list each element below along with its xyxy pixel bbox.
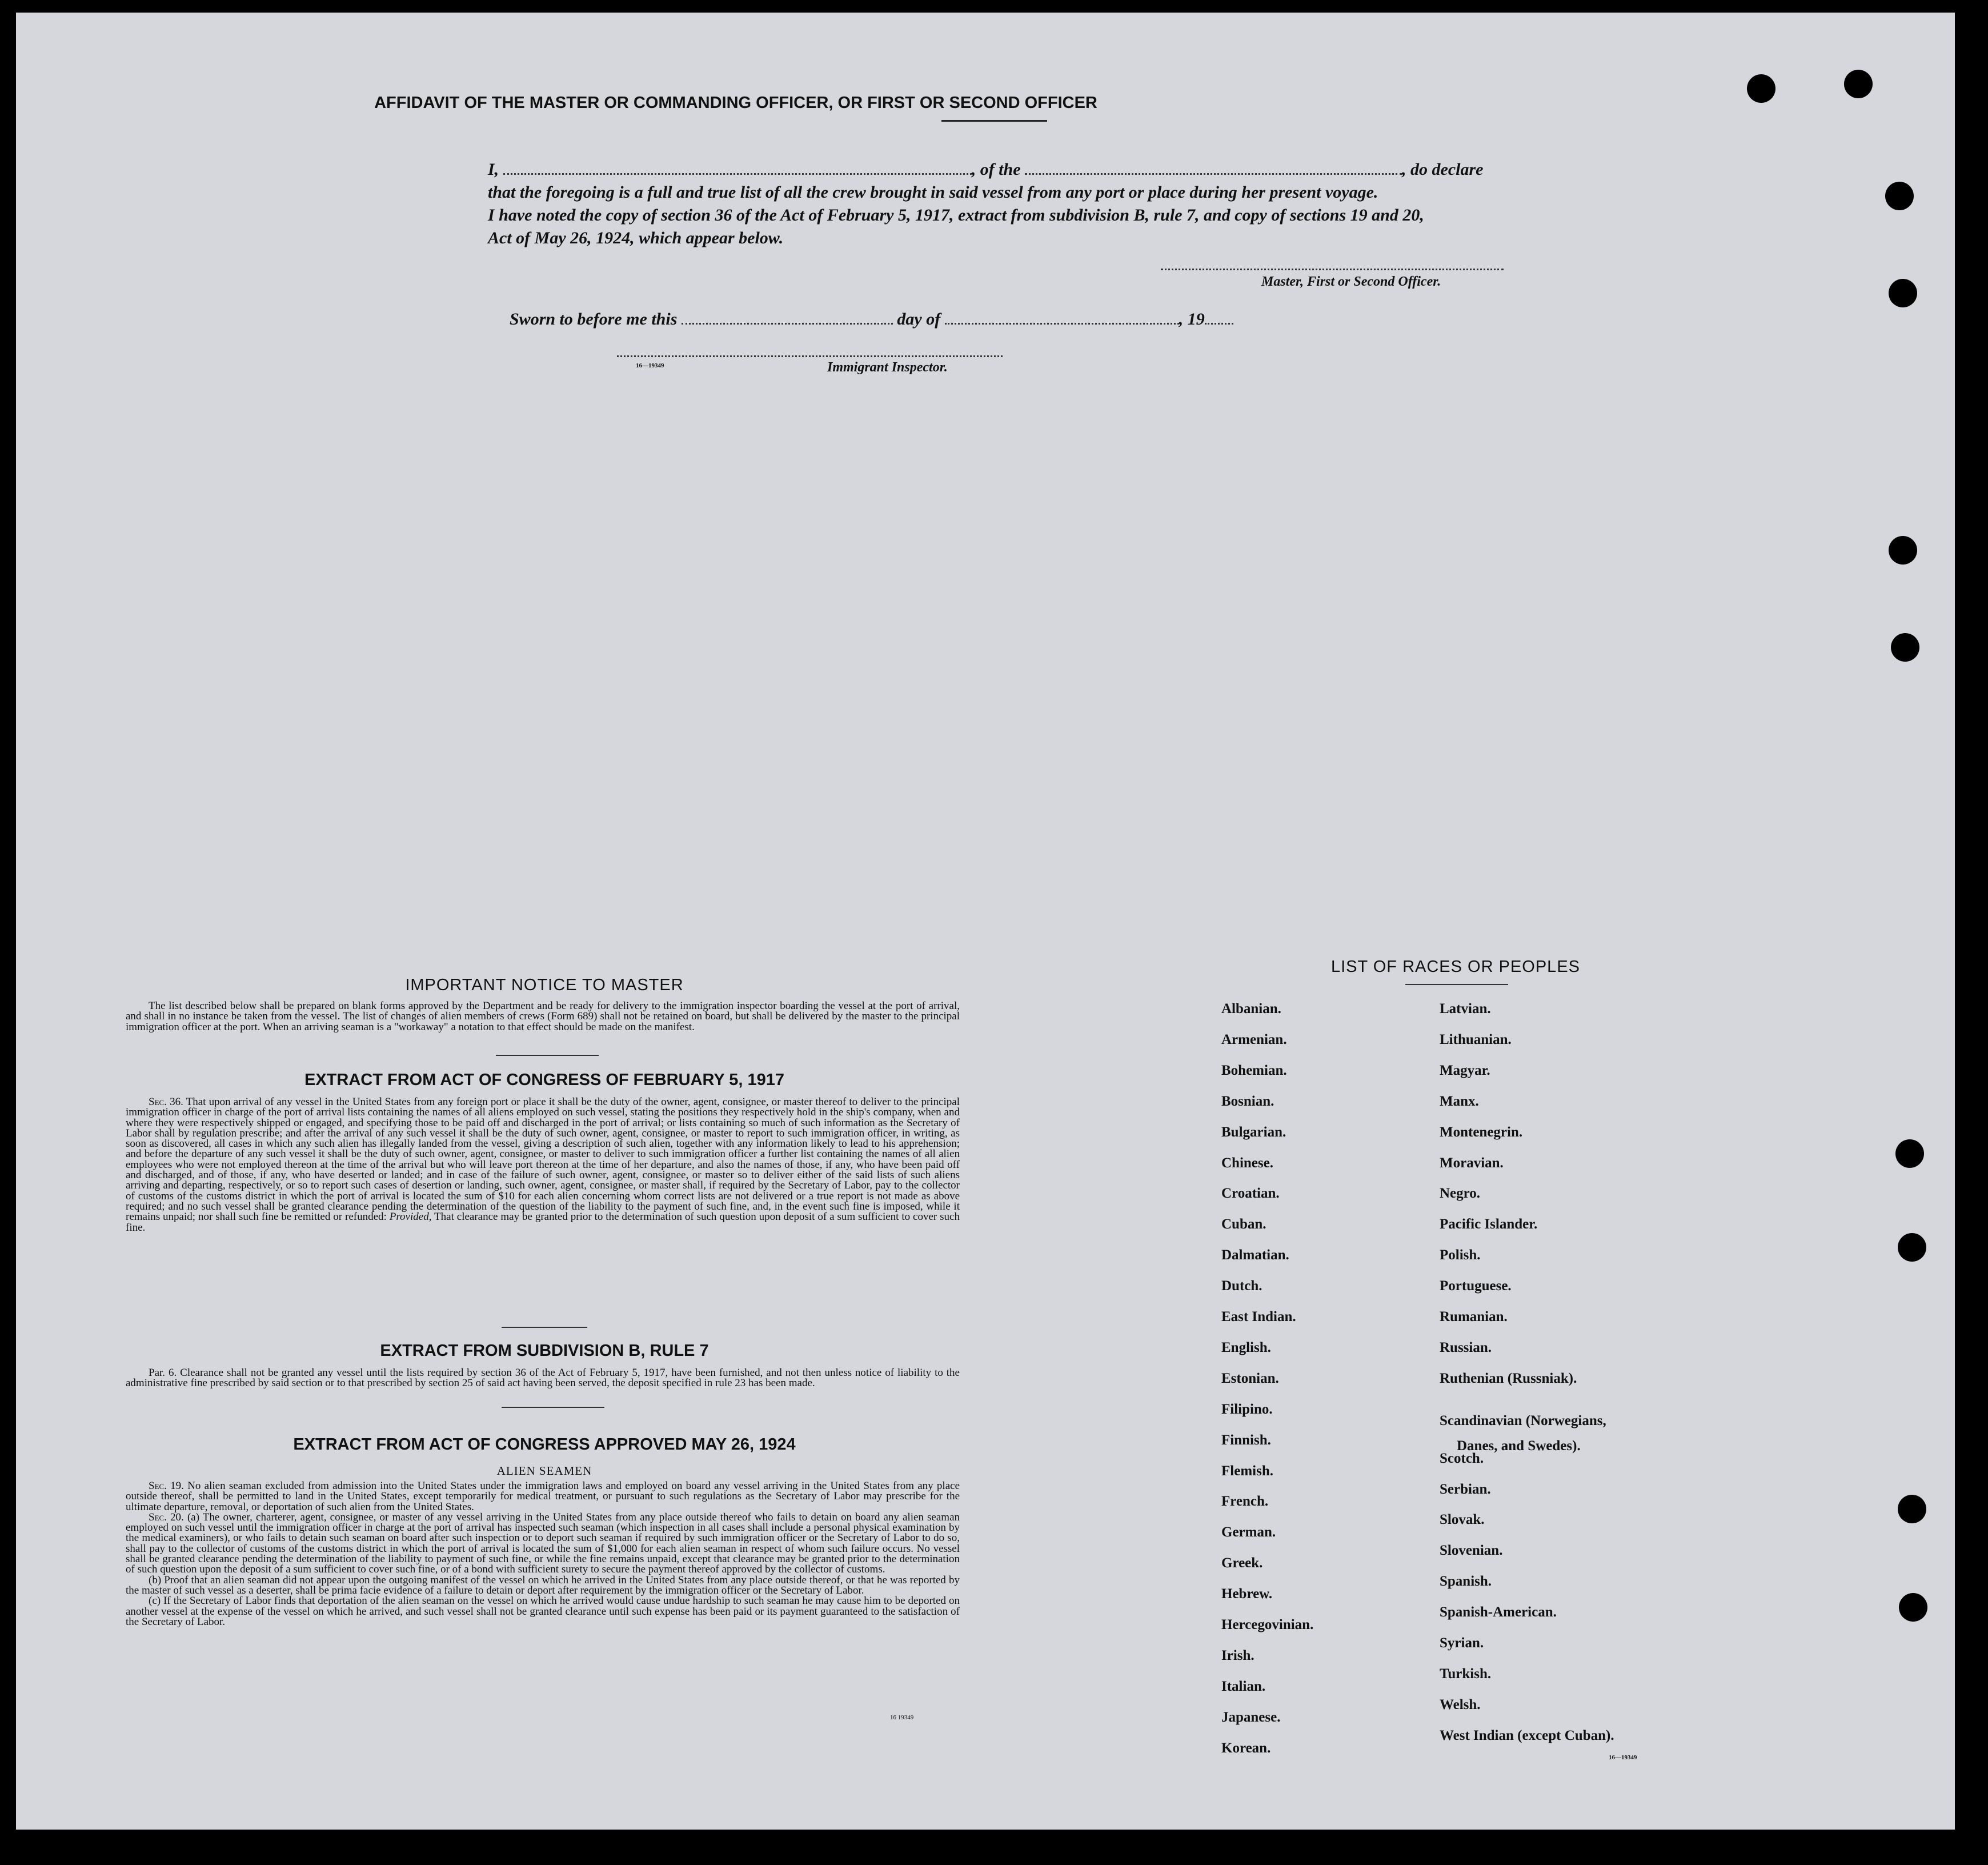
divider — [502, 1327, 587, 1328]
sec-19-text: No alien seaman excluded from admission into the United States under the immigration laws and employed on board any vessel arriving in the United States from any place outside thereof, shall be permitted to land in the United States, except temporarily for medical treatment, or pursuant to such regulations as the Secretary of Labor may prescribe for the ultimate departure, removal, or deportation of such alien from the United States. — [126, 1480, 960, 1513]
race-entry: Bulgarian. — [1221, 1124, 1286, 1140]
affidavit-line-4: Act of May 26, 1924, which appear below. — [488, 229, 784, 247]
races-title: LIST OF RACES OR PEOPLES — [1330, 958, 1581, 976]
sworn-month-field[interactable] — [945, 310, 1179, 325]
sec-20b-text: (b) Proof that an alien seaman did not appear upon the outgoing manifest of the vessel on which he arrived in the United States from any place outside thereof, or that he was reported by the master of such vessel as a deserter, shall be prima facie evidence of a failure to detain or deport after requirement by the immigration officer or the Secretary of Labor. — [126, 1574, 960, 1596]
form-sheet — [16, 13, 1955, 1830]
notice-body — [126, 1001, 960, 1032]
binder-hole — [1898, 1233, 1926, 1262]
race-entry: Flemish. — [1221, 1463, 1273, 1479]
race-entry: Bosnian. — [1221, 1093, 1274, 1109]
inspector-caption: Immigrant Inspector. — [827, 360, 948, 375]
race-entry: Manx. — [1440, 1093, 1479, 1109]
race-entry: Japanese. — [1221, 1709, 1281, 1725]
title-rule — [941, 120, 1047, 122]
declarant-name-field[interactable] — [503, 161, 972, 175]
race-entry: Welsh. — [1440, 1696, 1481, 1712]
sec-19-label: Sec. 19. — [149, 1480, 184, 1492]
binder-hole — [1844, 70, 1873, 98]
rule-7-title: EXTRACT FROM SUBDIVISION B, RULE 7 — [380, 1342, 709, 1360]
race-entry: Greek. — [1221, 1555, 1263, 1571]
binder-hole — [1747, 74, 1775, 103]
race-entry: Finnish. — [1221, 1432, 1271, 1448]
race-entry: Pacific Islander. — [1440, 1216, 1538, 1232]
race-entry: Russian. — [1440, 1339, 1492, 1355]
race-entry: German. — [1221, 1524, 1276, 1540]
binder-hole — [1891, 633, 1919, 662]
affidavit-line-2: that the foregoing is a full and true list of all the crew brought in said vessel from any port or place during her present voyage. — [488, 183, 1378, 202]
race-entry: Spanish. — [1440, 1574, 1492, 1590]
race-entry: Rumanian. — [1440, 1309, 1508, 1324]
race-entry: Serbian. — [1440, 1481, 1491, 1497]
race-entry: Lithuanian. — [1440, 1031, 1512, 1047]
extract-1917-title: EXTRACT FROM ACT OF CONGRESS OF FEBRUARY 5, 1917 — [304, 1071, 785, 1089]
race-entry: Portuguese. — [1440, 1278, 1512, 1294]
vessel-name-field[interactable] — [1025, 161, 1402, 175]
binder-hole — [1889, 536, 1917, 565]
inspector-signature-field[interactable] — [617, 355, 1003, 357]
binder-hole — [1898, 1495, 1926, 1523]
races-title-rule — [1405, 984, 1508, 985]
race-entry: West Indian (except Cuban). — [1440, 1727, 1614, 1743]
affidavit-of-the: , of the — [971, 160, 1021, 179]
affidavit-form-number: 16—19349 — [636, 362, 664, 369]
race-entry: Moravian. — [1440, 1155, 1504, 1171]
race-entry: Albanian. — [1221, 1001, 1281, 1016]
sec-20a-text: (a) The owner, charterer, agent, consignee, or master of any vessel arriving in the United States from any place outside thereof who fails to detain on board any alien seaman employed on such vessel until the immigration officer in charge at the port of arrival has inspected such seaman (which inspection in all cases shall include a personal physical examination by the medical examiners), or who fails to detain such seaman on board after such inspection or to deport such seaman if required by such immigration officer or the Secretary of Labor to do so, shall pay to the collector of customs of the customs district in which the port of arrival is located the sum of $1,000 for each alien seaman in respect of whom such failure occurs. No vessel shall be granted clearance pending the determination of the liability to payment of such fine, or while the fine remains unpaid, except that clearance may be granted prior to the determination of such question upon the deposit of a sum sufficient to cover such fine, or of a bond with sufficient surety to secure the payment thereof approved by the collector of customs. — [126, 1511, 960, 1576]
race-entry: Negro. — [1440, 1186, 1481, 1202]
affidavit-line-3: I have noted the copy of section 36 of the Act of February 5, 1917, extract from subdivision B, rule 7, and copy of sections 19 and 20, — [488, 206, 1424, 225]
race-entry: Magyar. — [1440, 1062, 1490, 1078]
notice-text: The list described below shall be prepared on blank forms approved by the Department and be ready for delivery to the immigration inspector boarding the vessel at the port of arrival, and shall in no instance be taken from the vessel. The list of changes of alien members of crews (Form 689) shall not be retained on board, but shall be delivered by the master to the principal immigration officer at the port. When an arriving seaman is a "workaway" a notation to that effect should be made on the manifest. — [126, 1000, 960, 1033]
race-entry: Estonian. — [1221, 1370, 1279, 1386]
race-entry: Croatian. — [1221, 1186, 1280, 1202]
provided-word: Provided, — [389, 1211, 432, 1223]
extract-1924-title: EXTRACT FROM ACT OF CONGRESS APPROVED MAY 26, 1924 — [293, 1435, 796, 1454]
race-entry: Scotch. — [1440, 1450, 1484, 1466]
race-entry: Hebrew. — [1221, 1586, 1273, 1602]
race-entry: French. — [1221, 1494, 1269, 1510]
races-form-number: 16—19349 — [1609, 1754, 1637, 1761]
binder-hole — [1889, 279, 1917, 307]
extract-1917-body — [126, 1097, 960, 1233]
extract-form-number: 16 19349 — [890, 1714, 914, 1721]
binder-hole — [1895, 1139, 1924, 1168]
affidavit-do-declare: , do declare — [1402, 160, 1484, 179]
race-entry: Syrian. — [1440, 1635, 1484, 1651]
divider — [502, 1407, 604, 1408]
binder-hole — [1885, 182, 1914, 210]
sec-20-label: Sec. 20. — [149, 1511, 184, 1523]
alien-seamen-subtitle: ALIEN SEAMEN — [496, 1464, 592, 1478]
race-entry: Cuban. — [1221, 1216, 1266, 1232]
race-entry: Irish. — [1221, 1647, 1254, 1663]
race-entry: Filipino. — [1221, 1401, 1273, 1417]
affidavit-title: AFFIDAVIT OF THE MASTER OR COMMANDING OFFICER, OR FIRST OR SECOND OFFICER — [374, 94, 1097, 112]
extract-1924-body — [126, 1481, 960, 1627]
race-entry: Spanish-American. — [1440, 1604, 1557, 1620]
rule-7-text: Par. 6. Clearance shall not be granted any vessel until the lists required by section 36 of the Act of February 5, 1917, have been furnished, and not then unless notice of liability to the administrative fine prescribed by said section or to that prescribed by section 25 of said act having been served, the deposit specified in rule 23 has been made. — [126, 1367, 960, 1390]
sec-36-text-b: That clearance may be granted prior to the determination of such question upon deposit of a sum sufficient to cover such fine. — [126, 1211, 960, 1234]
race-entry: Armenian. — [1221, 1031, 1287, 1047]
sworn-year-prefix: , 19 — [1179, 310, 1205, 329]
sworn-year-field[interactable] — [1205, 310, 1233, 325]
sec-36-text-a: That upon arrival of any vessel in the United States from any foreign port or place it shall be the duty of the owner, agent, consignee, or master thereof to deliver to the principal immigration officer in charge of the port of arrival lists containing the names of all aliens employed on such vessel, stating the positions they respectively hold in the ship's company, when and where they were respectively shipped or engaged, and specifying those to be paid off and discharged in the port of arrival; or lists containing so much of such information as the Secretary of Labor shall by regulation prescribe; and after the arrival of any such vessel it shall be the duty of such owner, agent, consignee, or master to report to such immigration officer, in writing, as soon as discovered, all cases in which any such alien has illegally landed from the vessel, giving a description of such alien, together with any information likely to lead to his apprehension; and before the departure of any such vessel it shall be the duty of such owner, agent, consignee, or master to deliver to such immigration officer a further list containing the names of all alien employees who were not employed thereon at the time of the arrival but who will leave port thereon at the time of her departure, and also the names of those, if any, who have been paid off and discharged, and of those, if any, who have deserted or landed; and in case of the failure of such owner, agent, consignee, or master so to deliver either of the said lists of such aliens arriving and departing, respectively, or so to report such cases of desertion or landing, such owner, agent, consignee, or master shall, if required by the Secretary of Labor, pay to the collector of customs of the customs district in which the port of arrival is located the sum of $10 for each alien concerning whom correct lists are not delivered or a true report is not made as above required; and no such vessel shall be granted clearance pending the determination of the question of the liability to the payment of such fine, and, in the event such fine is imposed, while it remains unpaid; nor shall such fine be remitted or refunded: — [126, 1096, 960, 1223]
race-entry: Chinese. — [1221, 1155, 1273, 1171]
rule-7-body — [126, 1368, 960, 1389]
sworn-day-field[interactable] — [682, 310, 893, 325]
binder-hole — [1899, 1593, 1927, 1622]
race-entry: Scandinavian (Norwegians, — [1440, 1412, 1606, 1428]
race-entry: Hercegovinian. — [1221, 1617, 1314, 1632]
race-entry: Dalmatian. — [1221, 1247, 1289, 1263]
affidavit-i: I, — [488, 160, 499, 179]
master-signature-caption: Master, First or Second Officer. — [1261, 274, 1441, 289]
sworn-text: Sworn to before me this — [510, 310, 678, 329]
sworn-line — [510, 310, 1233, 329]
divider — [496, 1055, 599, 1056]
race-entry: Korean. — [1221, 1740, 1271, 1756]
affidavit-line-1 — [488, 160, 1483, 179]
race-entry: Montenegrin. — [1440, 1124, 1523, 1140]
sec-20c-text: (c) If the Secretary of Labor finds that deportation of the alien seaman on the vessel on which he arrived would cause undue hardship to such seaman he may cause him to be deported on another vessel at the expense of the vessel on which he arrived, and such vessel shall not be granted clearance until such expense has been paid or its payment guaranteed to the satisfaction of the Secretary of Labor. — [126, 1595, 960, 1628]
race-entry: Dutch. — [1221, 1278, 1262, 1294]
race-entry: Slovenian. — [1440, 1543, 1503, 1559]
sworn-day-of: day of — [897, 310, 941, 329]
race-entry: East Indian. — [1221, 1309, 1296, 1324]
race-entry: Polish. — [1440, 1247, 1481, 1263]
race-entry: Turkish. — [1440, 1666, 1492, 1682]
notice-title: IMPORTANT NOTICE TO MASTER — [405, 976, 684, 994]
race-entry: Slovak. — [1440, 1512, 1485, 1528]
race-entry: Bohemian. — [1221, 1062, 1287, 1078]
race-entry: English. — [1221, 1339, 1271, 1355]
race-entry: Ruthenian (Russniak). — [1440, 1370, 1577, 1386]
race-entry: Danes, and Swedes). — [1457, 1438, 1581, 1454]
master-signature-field[interactable] — [1161, 269, 1504, 270]
sec-36-label: Sec. 36. — [149, 1096, 183, 1108]
race-entry: Latvian. — [1440, 1001, 1491, 1016]
race-entry: Italian. — [1221, 1678, 1266, 1694]
